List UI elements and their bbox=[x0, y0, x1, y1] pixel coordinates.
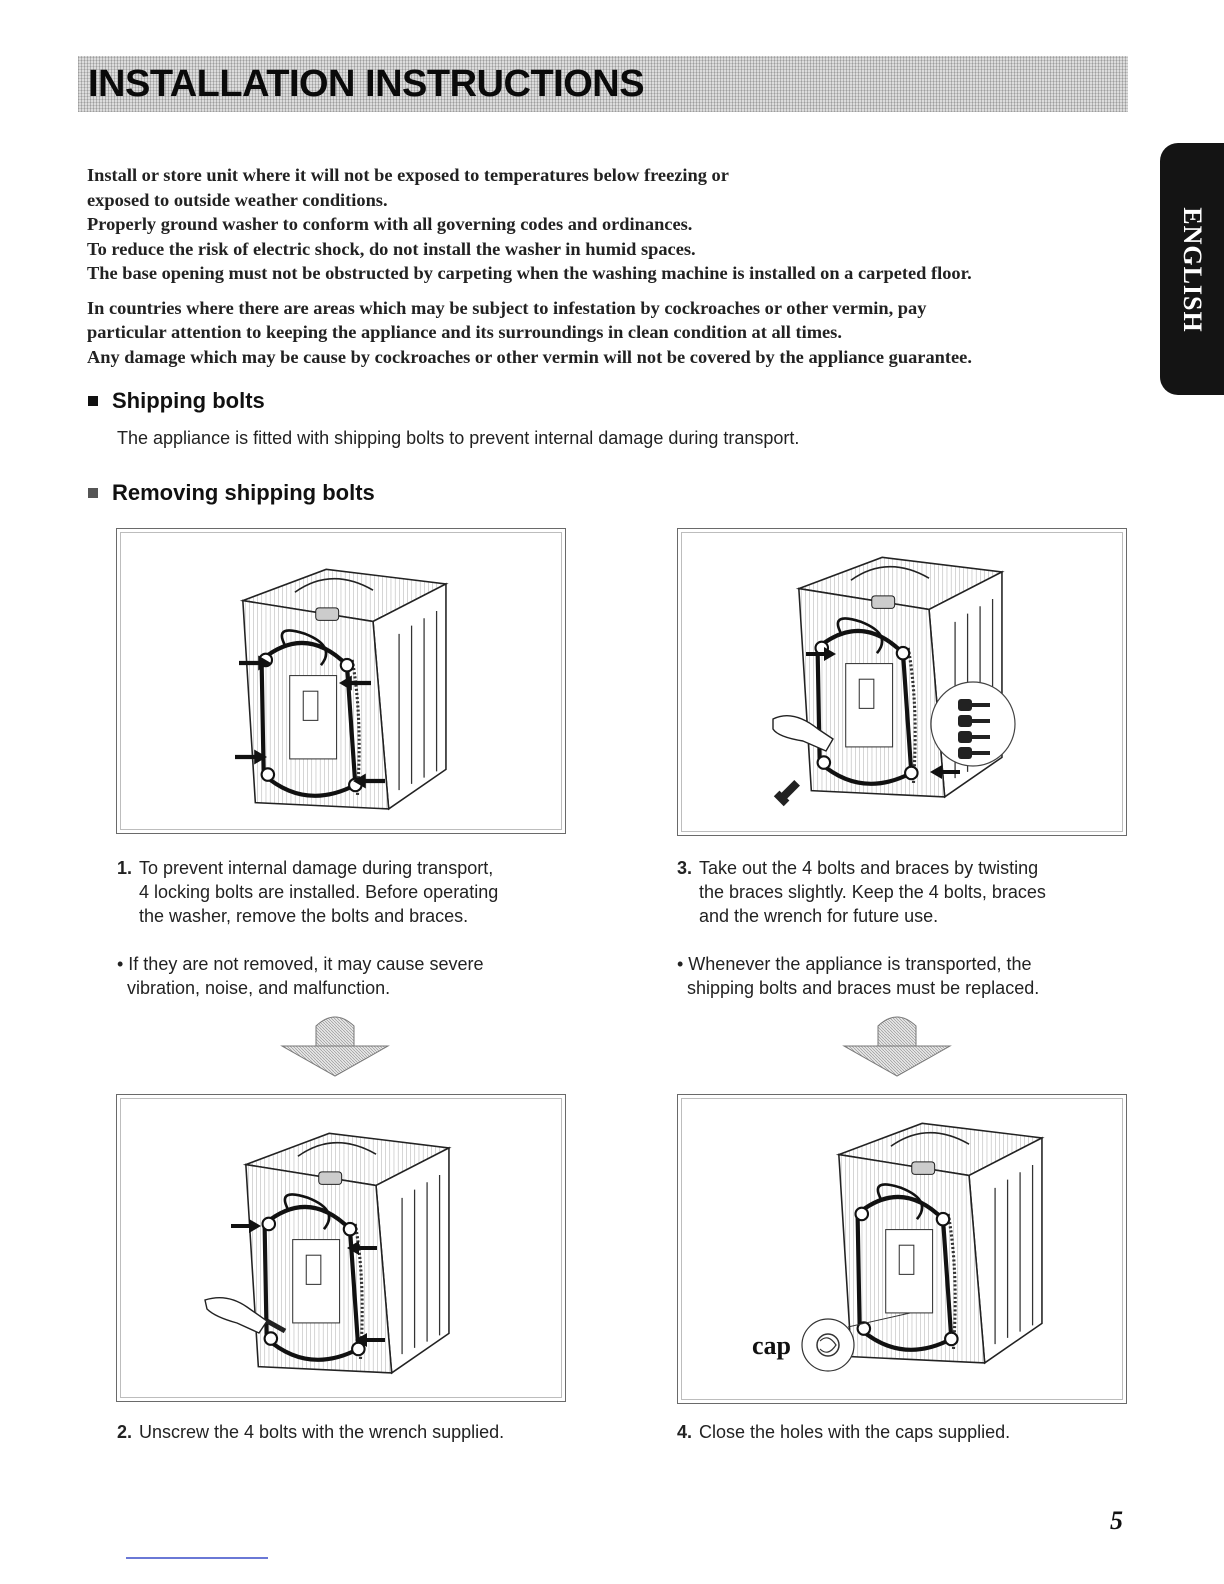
step-1-note bbox=[117, 952, 483, 1000]
footer-rule bbox=[126, 1557, 268, 1559]
step-number: 4. bbox=[677, 1422, 693, 1442]
language-tab-label: ENGLISH bbox=[1178, 207, 1207, 333]
down-arrow-icon bbox=[842, 1012, 952, 1083]
step-text: the braces slightly. Keep the 4 bolts, braces bbox=[699, 882, 1046, 902]
step-text: Close the holes with the caps supplied. bbox=[699, 1422, 1011, 1442]
figure-step-1 bbox=[116, 528, 566, 834]
page-number: 5 bbox=[1110, 1506, 1123, 1535]
washer-illustration bbox=[117, 1095, 565, 1401]
bullet-icon bbox=[88, 488, 98, 498]
cap-label: cap bbox=[752, 1331, 791, 1360]
step-text: To prevent internal damage during transport, bbox=[139, 858, 494, 878]
step-number: 3. bbox=[677, 858, 693, 878]
washer-illustration bbox=[678, 1095, 1126, 1403]
intro-line: To reduce the risk of electric shock, do not install the washer in humid spaces. bbox=[87, 238, 696, 259]
step-text: 4 locking bolts are installed. Before operating bbox=[139, 882, 499, 902]
section-heading: Removing shipping bolts bbox=[112, 480, 375, 505]
figure-step-4 bbox=[677, 1094, 1127, 1404]
step-text: and the wrench for future use. bbox=[699, 906, 939, 926]
section-heading: Shipping bolts bbox=[112, 388, 265, 413]
intro-line: The base opening must not be obstructed by carpeting when the washing machine is installed on a carpeted floor. bbox=[87, 263, 972, 283]
step-3 bbox=[677, 856, 1046, 928]
step-number: 1. bbox=[117, 858, 133, 878]
shipping-description: The appliance is fitted with shipping bolts to prevent internal damage during transport. bbox=[117, 428, 800, 448]
intro-line: In countries where there are areas which may be subject to infestation by cockroaches or other vermin, pay bbox=[87, 297, 927, 318]
intro-line: Install or store unit where it will not be exposed to temperatures below freezing or bbox=[87, 165, 729, 185]
page-title: INSTALLATION INSTRUCTIONS bbox=[88, 63, 645, 105]
figure-step-3 bbox=[677, 528, 1127, 836]
intro-line: particular attention to keeping the appliance and its surroundings in clean condition at all times. bbox=[87, 322, 842, 342]
washer-illustration bbox=[678, 529, 1126, 835]
step-3-note bbox=[677, 952, 1039, 1000]
note-text: • Whenever the appliance is transported, the bbox=[677, 954, 1032, 974]
figure-step-2 bbox=[116, 1094, 566, 1402]
section-shipping-bolts bbox=[88, 388, 265, 414]
note-text: vibration, noise, and malfunction. bbox=[127, 978, 391, 998]
intro-line: Any damage which may be cause by cockroaches or other vermin will not be covered by the appliance guarantee. bbox=[87, 346, 972, 367]
step-2 bbox=[117, 1420, 504, 1444]
note-text: • If they are not removed, it may cause severe bbox=[117, 954, 484, 974]
step-number: 2. bbox=[117, 1422, 133, 1442]
intro-text bbox=[87, 163, 1127, 369]
washer-illustration bbox=[117, 529, 565, 833]
down-arrow-icon bbox=[280, 1012, 390, 1083]
note-text: shipping bolts and braces must be replaced. bbox=[687, 978, 1040, 998]
step-text: Unscrew the 4 bolts with the wrench supplied. bbox=[139, 1422, 505, 1442]
intro-line: exposed to outside weather conditions. bbox=[87, 189, 388, 210]
bullet-icon bbox=[88, 396, 98, 406]
section-removing-bolts bbox=[88, 480, 375, 506]
step-1 bbox=[117, 856, 498, 928]
step-text: the washer, remove the bolts and braces. bbox=[139, 906, 469, 926]
step-4 bbox=[677, 1420, 1010, 1444]
step-text: Take out the 4 bolts and braces by twisting bbox=[699, 858, 1039, 878]
intro-line: Properly ground washer to conform with all governing codes and ordinances. bbox=[87, 214, 693, 234]
